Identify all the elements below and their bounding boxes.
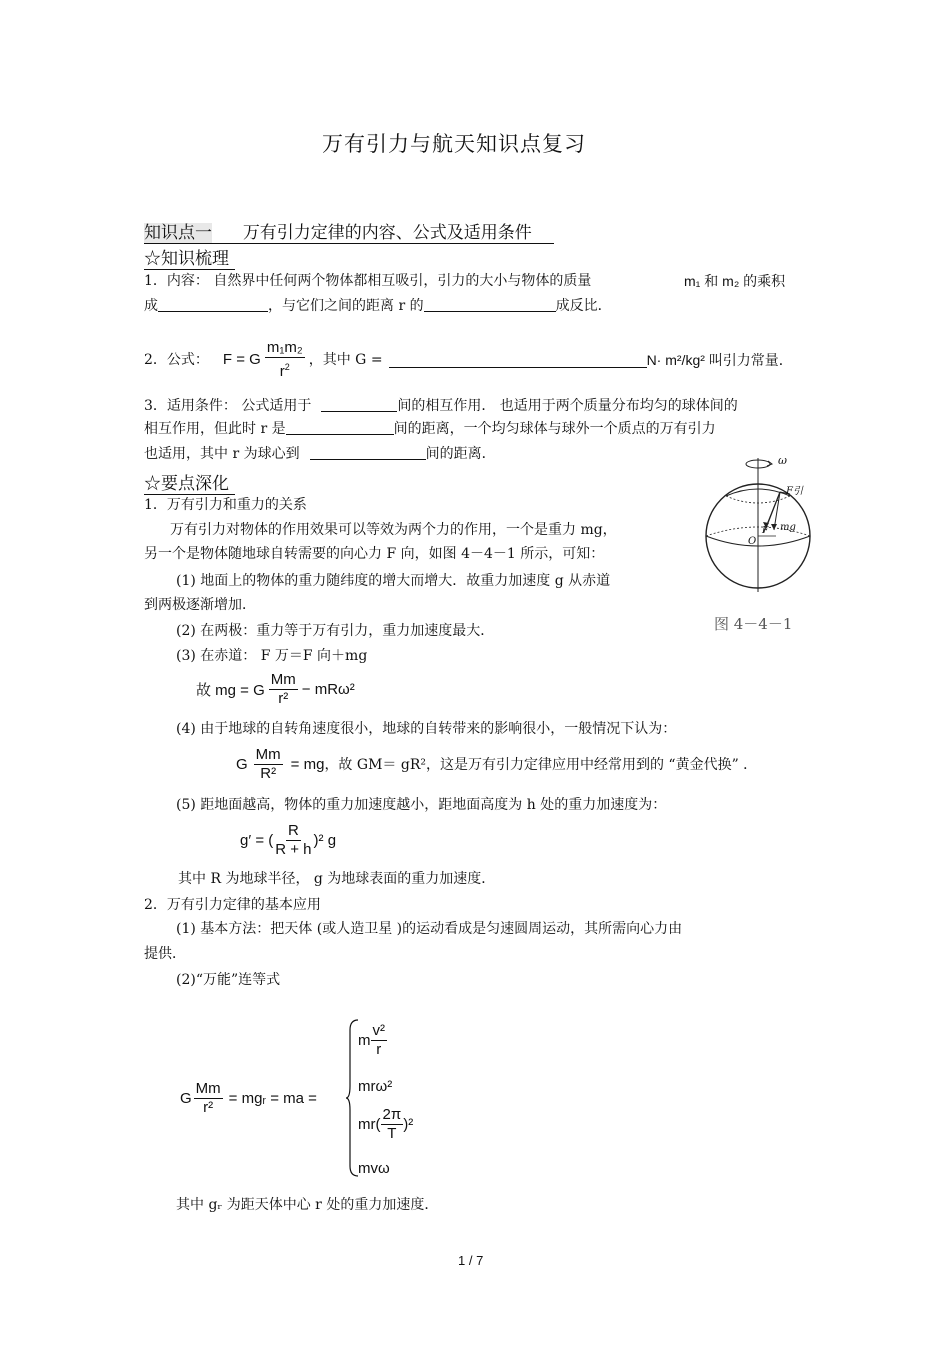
blank-field xyxy=(286,420,394,435)
gravity-label: mg xyxy=(780,522,796,533)
equation-option: mrω² xyxy=(358,1078,393,1095)
fraction: $\frac{2\pi}{T}$ xyxy=(382,1106,402,1142)
page-title: 万有引力与航天知识点复习 xyxy=(322,132,586,156)
fraction: $\frac{Mm}{\text{R²}}$ xyxy=(255,746,281,782)
blank-field xyxy=(321,397,397,412)
center-label: O xyxy=(748,536,757,547)
omega-label: ω xyxy=(778,454,787,467)
fraction: $\frac{\text{v²}}{r}$ xyxy=(372,1022,385,1058)
fraction: $\frac{R}{R + h}$ xyxy=(275,822,312,858)
content-line-1b: 成 ，与它们之间的距离 r 的 成反比． xyxy=(144,298,612,314)
paragraph-line: 其中 R 为地球半径， g 为地球表面的重力加速度． xyxy=(178,871,496,887)
item-heading: 1．万有引力和重力的关系 xyxy=(144,497,307,513)
content-line-3c: 也适用，其中 r 为球心到 间的距离． xyxy=(144,446,496,462)
blank-field xyxy=(424,297,556,312)
paragraph-line: (2)“万能”连等式 xyxy=(176,972,281,988)
fraction: $\frac{Mm}{\text{r²}}$ xyxy=(195,1080,221,1116)
content-line-3b: 相互作用，但此时 r 是 间的距离，一个均匀球体与球外一个质点的万有引力 xyxy=(144,421,716,437)
paragraph-line: (4) 由于地球的自转角速度很小，地球的自转带来的影响很小，一般情况下认为： xyxy=(176,721,677,737)
section-heading xyxy=(144,218,554,244)
paragraph-line: (1) 基本方法：把天体 (或人造卫星 )的运动看成是匀速圆周运动，其所需向心力由 xyxy=(176,921,683,937)
earth-rotation-figure xyxy=(700,452,820,602)
paragraph-line: (1) 地面上的物体的重力随纬度的增大而增大．故重力加速度 g 从赤道 xyxy=(176,573,611,589)
equation: 故 mg = G $\frac{Mm}{\text{r²}}$ − mRω² xyxy=(196,671,355,707)
equation: G $\frac{Mm}{\text{R²}}$ = mg ，故 GM＝ gR²，这是万有引力定律应用中经常用到的 “黄金代换” ． xyxy=(236,746,758,782)
blank-field xyxy=(389,353,647,368)
universal-equation-lhs: G $\frac{Mm}{\text{r²}}$ = mgᵣ = ma = xyxy=(180,1080,317,1116)
paragraph-line: 到两极逐渐增加． xyxy=(144,597,256,613)
figure-caption: 图 4－4－1 xyxy=(714,615,793,633)
paragraph-line: (2) 在两极：重力等于万有引力，重力加速度最大． xyxy=(176,623,495,639)
paragraph-line: 万有引力对物体的作用效果可以等效为两个力的作用，一个是重力 mg， xyxy=(170,522,617,538)
paragraph-line: 另一个是物体随地球自转需要的向心力 F 向，如图 4－4－1 所示，可知： xyxy=(144,546,605,562)
equation-option: mr( $\frac{2\pi}{T}$ )² xyxy=(358,1106,414,1142)
centripetal-label: F xyxy=(762,526,769,536)
curly-brace xyxy=(346,1018,356,1178)
page-number: 1 / 7 xyxy=(458,1253,484,1268)
item-heading: 2．万有引力定律的基本应用 xyxy=(144,897,321,913)
section-heading-label: 知识点一 xyxy=(144,223,212,243)
paragraph-line: 其中 gᵣ 为距天体中心 r 处的重力加速度． xyxy=(176,1197,439,1213)
subheading-deepening: ☆要点深化 xyxy=(144,469,235,495)
subheading-knowledge: ☆知识梳理 xyxy=(144,244,235,270)
formula-line: 2．公式： F = G $\frac{\text{m₁m₂}}{r^2}$ ，其中 G = N· m²/kg² 叫引力常量． xyxy=(144,339,793,380)
equation: g′ = ( $\frac{R}{R + h}$ )² g xyxy=(240,822,337,858)
force-label: F引 xyxy=(786,486,803,497)
equation-option: mvω xyxy=(358,1160,390,1177)
blank-field xyxy=(310,445,426,460)
content-line-1a: 1．内容： 自然界中任何两个物体都相互吸引，引力的大小与物体的质量 xyxy=(144,273,592,289)
paragraph-line: (5) 距地面越高，物体的重力加速度越小，距地面高度为 h 处的重力加速度为： xyxy=(176,797,667,813)
paragraph-line: 提供． xyxy=(144,946,186,962)
section-heading-text: 万有引力定律的内容、公式及适用条件 xyxy=(242,223,532,243)
equation-option: m $\frac{\text{v²}}{r}$ xyxy=(358,1022,385,1058)
fraction: $\frac{\text{m₁m₂}}{r^2}$ xyxy=(266,339,303,380)
content-line-1a-tail: m₁ 和 m₂ 的乘积 xyxy=(684,273,786,289)
paragraph-line: (3) 在赤道： F 万＝F 向＋mg xyxy=(176,648,368,664)
content-line-3a: 3．适用条件： 公式适用于 间的相互作用． 也适用于两个质量分布均匀的球体间的 xyxy=(144,398,738,414)
fraction: $\frac{Mm}{\text{r²}}$ xyxy=(270,671,296,707)
blank-field xyxy=(158,297,268,312)
